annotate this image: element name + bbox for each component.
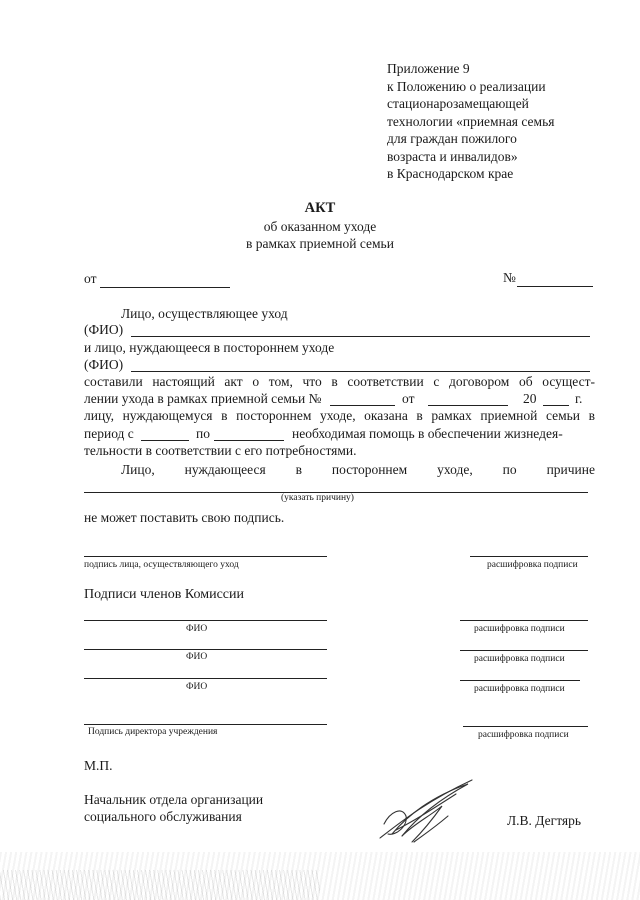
period-start-line <box>141 440 189 441</box>
carer-decode-line <box>470 556 588 557</box>
appendix-line: технологии «приемная семья <box>387 113 555 129</box>
position-line-2: социального обслуживания <box>84 809 242 824</box>
scan-artifact <box>0 870 320 900</box>
paragraph-text: 20 <box>523 391 537 406</box>
paragraph-text: период с <box>84 426 134 441</box>
contract-number-line <box>330 405 395 406</box>
director-signature-line <box>84 724 327 725</box>
decode-caption: расшифровка подписи <box>474 654 565 664</box>
commission-signature-line <box>84 678 327 679</box>
fio-carer-line <box>131 336 590 337</box>
handwritten-signature <box>372 776 482 848</box>
appendix-line: стационарозамещающей <box>387 96 529 111</box>
fio-caption: ФИО <box>186 652 208 662</box>
document-subtitle-1: об оказанном уходе <box>263 219 377 234</box>
decode-caption: расшифровка подписи <box>474 624 565 634</box>
decode-caption: расшифровка подписи <box>474 684 565 694</box>
date-field-line <box>100 287 230 288</box>
carer-signature-line <box>84 556 327 557</box>
paragraph-text: по <box>196 426 210 441</box>
number-label: № <box>503 270 516 285</box>
appendix-block <box>387 60 554 183</box>
fio-dependent-line <box>131 371 590 372</box>
paragraph-text: г. <box>575 391 583 406</box>
paragraph-text: необходимая помощь в обеспечении жизнедея- <box>292 426 563 441</box>
commission-signature-line <box>84 649 327 650</box>
decode-caption: расшифровка подписи <box>487 560 578 570</box>
appendix-line: для граждан пожилого <box>387 131 517 146</box>
position-line-1: Начальник отдела организации <box>84 792 264 807</box>
director-signature-caption: Подпись директора учреждения <box>88 727 218 737</box>
paragraph-line: лении ухода в рамках приемной семьи № <box>84 391 322 406</box>
fio-caption: ФИО <box>186 624 208 634</box>
director-decode-line <box>463 726 588 727</box>
period-end-line <box>214 440 284 441</box>
paragraph-line: лицу, нуждающемуся в постороннем уходе, оказана в рамках приемной семьи в <box>84 408 595 423</box>
paragraph-line: Лицо, нуждающееся в постороннем уходе, по причине <box>121 462 595 477</box>
appendix-line: к Положению о реализации <box>387 78 546 94</box>
contract-date-line <box>428 405 508 406</box>
paragraph-text: от <box>402 391 415 406</box>
commission-decode-line <box>460 680 580 681</box>
carer-signature-caption: подпись лица, осуществляющего уход <box>84 560 239 570</box>
number-field-line <box>517 286 593 287</box>
contract-year-line <box>543 405 569 406</box>
fio-caption: ФИО <box>186 682 208 692</box>
document-title: АКТ <box>304 200 336 216</box>
appendix-line: Приложение 9 <box>387 61 470 76</box>
commission-signature-line <box>84 620 327 621</box>
from-label: от <box>84 271 97 286</box>
commission-decode-line <box>460 620 588 621</box>
document-subtitle-2: в рамках приемной семьи <box>246 236 394 251</box>
reason-caption: (указать причину) <box>281 493 354 503</box>
fio-label-dependent: (ФИО) <box>84 357 124 372</box>
decode-caption: расшифровка подписи <box>478 730 569 740</box>
stamp-placeholder: М.П. <box>84 758 113 773</box>
cannot-sign-text: не может поставить свою подпись. <box>84 510 285 525</box>
dependent-intro: и лицо, нуждающееся в постороннем уходе <box>84 340 335 355</box>
official-name: Л.В. Дегтярь <box>507 813 582 828</box>
paragraph-line: тельности в соответствии с его потребностями. <box>84 443 357 458</box>
commission-title: Подписи членов Комиссии <box>84 587 245 602</box>
appendix-line: в Краснодарском крае <box>387 166 514 181</box>
paragraph-line: составили настоящий акт о том, что в соответствии с договором об осущест- <box>84 374 595 389</box>
fio-label-carer: (ФИО) <box>84 322 124 337</box>
commission-decode-line <box>460 650 588 651</box>
carer-intro: Лицо, осуществляющее уход <box>121 306 288 321</box>
appendix-line: возраста и инвалидов» <box>387 148 518 164</box>
